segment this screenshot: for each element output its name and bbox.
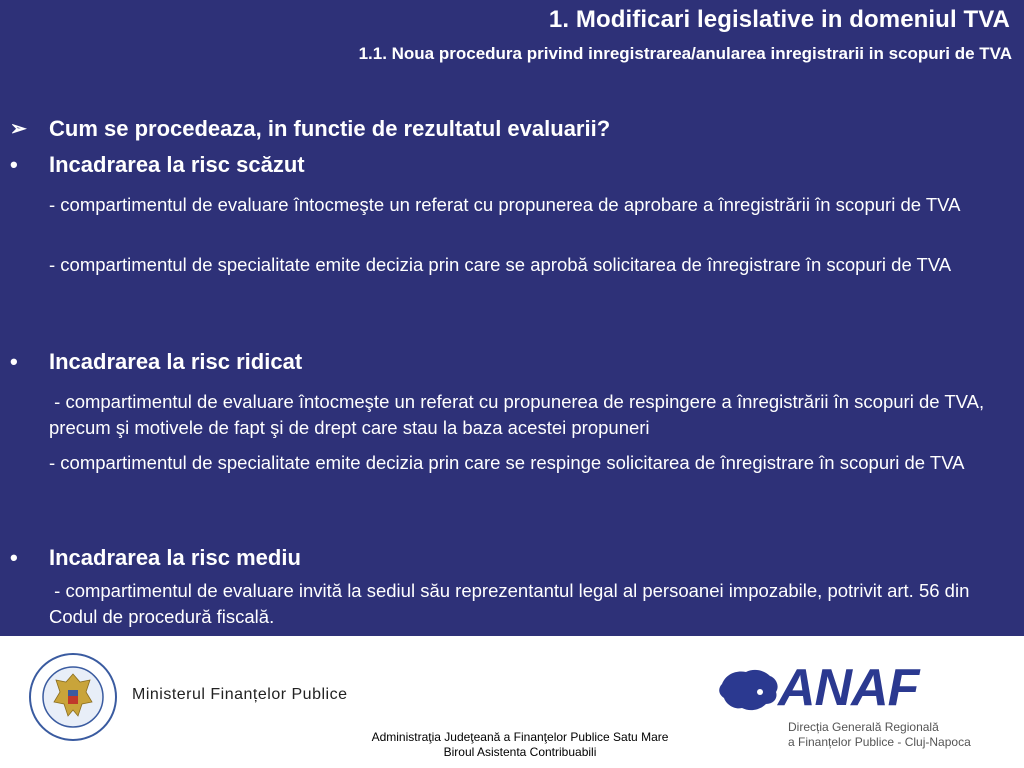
slide-subtitle: 1.1. Noua procedura privind inregistrarea/anularea inregistrarii in scopuri de TVA <box>358 44 1012 63</box>
section-paragraph: - compartimentul de evaluare invită la sediul său reprezentantul legal al persoanei impozabile, potrivit art. 56 din Codul de procedură fiscală. <box>49 580 975 627</box>
section-heading: Incadrarea la risc scăzut <box>49 152 305 177</box>
question-text: Cum se procedeaza, in functie de rezultatul evaluarii? <box>49 116 611 141</box>
bullet-icon: • <box>10 152 18 177</box>
section-paragraph: - compartimentul de specialitate emite decizia prin care se respinge solicitarea de înregistrare în scopuri de TVA <box>49 452 965 473</box>
section-paragraph: - compartimentul de evaluare întocmeşte un referat cu propunerea de aprobare a înregistrării în scopuri de TVA <box>49 194 961 215</box>
section-paragraph: - compartimentul de specialitate emite decizia prin care se aprobă solicitarea de înregistrare în scopuri de TVA <box>49 254 952 275</box>
ministry-name: Ministerul Finanțelor Publice <box>132 686 348 703</box>
romania-map-icon <box>716 664 782 716</box>
section-paragraph: - compartimentul de evaluare întocmeşte un referat cu propunerea de respingere a înregistrării în scopuri de TVA, precum şi motivele de fapt şi de drept care stau la baza acestei propuneri <box>49 391 990 438</box>
section-heading: Incadrarea la risc ridicat <box>49 349 303 374</box>
footer <box>0 636 1024 768</box>
ministry-seal-icon <box>28 652 118 742</box>
administration-text <box>310 730 730 760</box>
administration-line: Administraţia Judeţeană a Finanţelor Publice Satu Mare <box>371 730 669 744</box>
bureau-line: Biroul Asistenta Contribuabili <box>443 745 597 759</box>
slide-title: 1. Modificari legislative in domeniul TVA <box>548 6 1010 33</box>
section-heading: Incadrarea la risc mediu <box>49 545 301 570</box>
anaf-logo-text: ANAF <box>778 659 919 717</box>
bullet-icon: • <box>10 349 18 374</box>
regional-directorate-text <box>788 720 971 750</box>
directorate-line: a Finanțelor Publice - Cluj-Napoca <box>788 735 971 749</box>
bullet-icon: • <box>10 545 18 570</box>
directorate-line: Direcția Generală Regională <box>788 720 939 734</box>
arrow-bullet-icon: ➢ <box>10 118 27 140</box>
